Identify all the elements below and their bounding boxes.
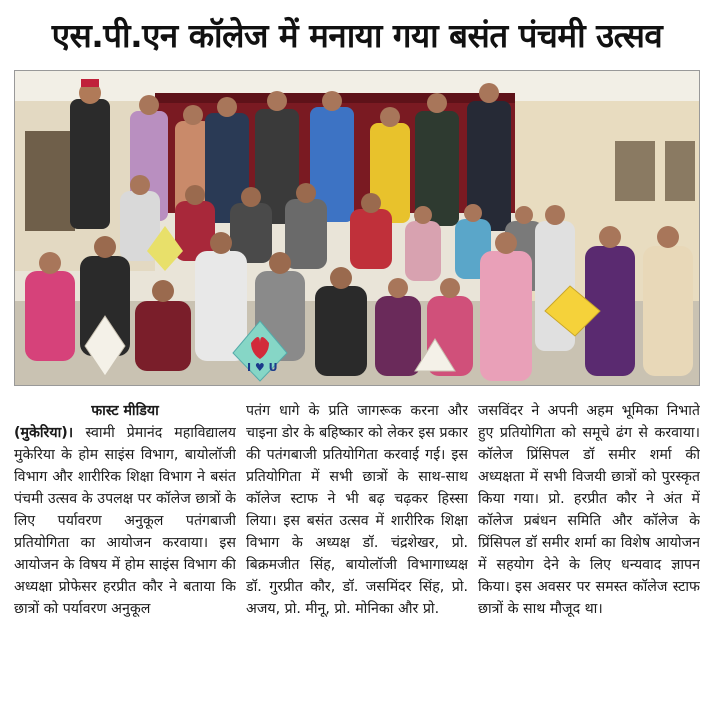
dateline: (मुकेरिया)। — [14, 425, 86, 441]
headline: एस.पी.एन कॉलेज में मनाया गया बसंत पंचमी उत्सव — [51, 15, 663, 55]
photo-window-right-2 — [665, 141, 695, 201]
column-2-text: पतंग धागे के प्रति जागरूक करना और चाइना डोर के बहिष्कार को लेकर इस प्रकार की पतंगबाजी प्रतियोगिता करवाई गई। इस प्रतियोगिता में सभी छात्रों के साथ-साथ कॉलेज स्टाफ ने भी बढ़ चढ़कर हिस्सा लिया। इस बसंत उत्सव में शारीरिक शिक्षा विभाग के अध्यक्ष डॉ. चंद्रशेखर, प्रो. बिक्रमजीत सिंह, बायोलॉजी विभागाध्यक्ष डॉ. गुरप्रीत कौर, डॉ. जसमिंदर सिंह, प्रो. अजय, प्रो. मीनू, प्रो. मोनिका और प्रो. — [246, 403, 468, 617]
byline: फास्ट मीडिया — [91, 403, 159, 419]
column-1-text: स्वामी प्रेमानंद महाविद्यालय मुकेरिया के होम साइंस विभाग, बायोलॉजी विभाग और शारीरिक शिक्षा विभाग ने बसंत पंचमी उत्सव के उपलक्ष पर कॉलेज छात्रों के लिए पर्यावरण अनुकूल पतंगबाजी प्रतियोगिता का आयोजन करवाया। इस आयोजन के विषय में होम साइंस विभाग की अध्यक्षा प्रोफेसर हरप्रीत कौर ने बताया कि छात्रों को पर्यावरण अनुकूल — [14, 425, 236, 617]
photo-window-right — [615, 141, 655, 201]
article-column-3 — [478, 400, 700, 704]
article-column-1 — [14, 400, 236, 704]
group-photo — [14, 70, 700, 386]
article-column-2 — [246, 400, 468, 704]
group-photo-illustration — [15, 71, 700, 386]
kite-label: I ♥ U — [247, 361, 278, 374]
column-3-text: जसविंदर ने अपनी अहम भूमिका निभाते हुए प्रतियोगिता को समूचे ढंग से करवाया। कॉलेज प्रिंसिपल डॉ समीर शर्मा की अध्यक्षता में सभी विजयी छात्रों को पुरस्कृत किया गया। प्रो. हरप्रीत कौर ने अंत में कॉलेज प्रबंधन समिति और कॉलेज के प्रिंसिपल डॉ समीर शर्मा का विशेष आयोजन में सहयोग देने के लिए धन्यवाद ज्ञापन किया। इस अवसर पर समस्त कॉलेज स्टाफ छात्रों के साथ मौजूद था। — [478, 403, 700, 617]
photo-door-left — [25, 131, 75, 231]
article-body — [14, 400, 700, 704]
